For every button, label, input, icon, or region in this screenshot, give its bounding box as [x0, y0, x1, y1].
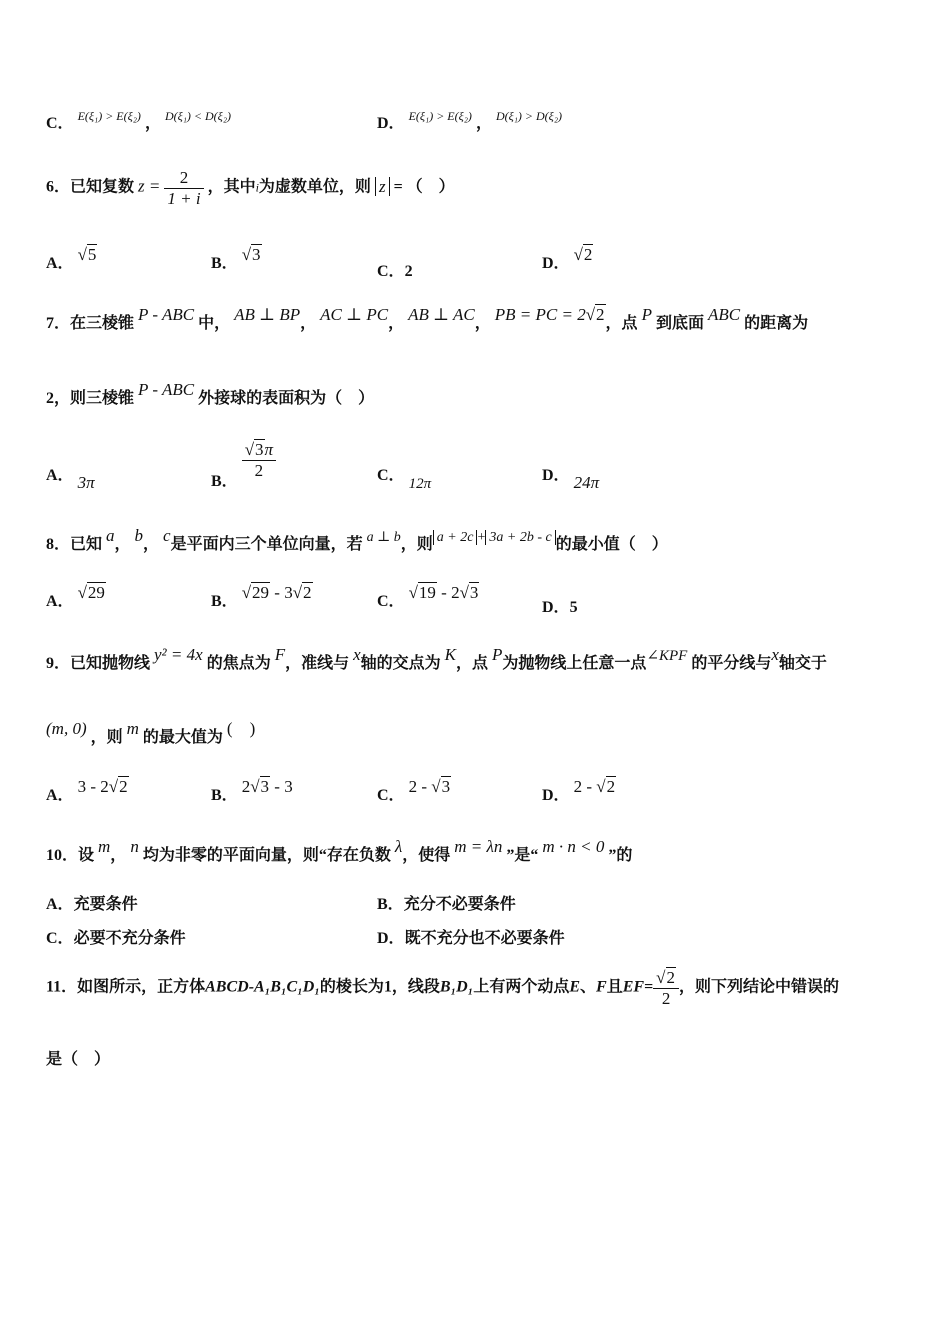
option-value: 12π — [408, 476, 432, 492]
q7-cond3: AB ⊥ AC — [408, 305, 475, 324]
q9-stem-line1 — [46, 645, 827, 673]
q6-prefix: 6．已知复数 — [46, 178, 135, 196]
q10-option-c — [46, 925, 186, 948]
option-label: A． — [46, 787, 74, 804]
q10-option-a — [46, 891, 138, 914]
text: 3 - 2 — [77, 777, 109, 796]
radicand: 2 — [303, 583, 312, 602]
option-text: 充分不必要条件 — [403, 896, 516, 913]
q8-vec-a: a — [106, 526, 115, 545]
fraction — [242, 440, 276, 480]
q7-option-a — [46, 462, 95, 492]
option-label: A． — [46, 255, 74, 272]
q5-c-expr2: D(ξ₁) < D(ξ₂) — [164, 109, 231, 123]
radicand: 19 — [418, 583, 436, 602]
q9-x: x — [353, 645, 361, 664]
option-label: B． — [211, 472, 238, 490]
q9-paren: ( ) — [226, 719, 256, 738]
q11-stem-line2 — [46, 1046, 110, 1069]
comma: ， — [144, 115, 161, 132]
comma: ， — [143, 536, 160, 553]
text: - 3 — [270, 777, 293, 796]
q9-focus: F — [274, 645, 286, 664]
q10-lambda: λ — [394, 837, 403, 856]
q7-option-b — [211, 440, 276, 490]
option-label: D． — [542, 599, 570, 616]
q8-stem — [46, 526, 668, 554]
plus: + — [477, 530, 486, 545]
sqrt: √19 — [408, 583, 436, 602]
text: 的最大值为 — [142, 729, 223, 746]
option-label: D． — [542, 255, 570, 272]
option-label: A． — [46, 467, 74, 484]
option-label: C． — [377, 263, 405, 280]
option-label: D． — [542, 467, 570, 484]
q9-point: (m, 0) — [46, 719, 87, 738]
q6-stem — [46, 168, 455, 208]
q7-option-d — [542, 462, 600, 492]
text: 2 — [241, 777, 251, 796]
option-text: 既不充分也不必要条件 — [404, 930, 565, 947]
option-label: D． — [377, 115, 405, 132]
text: 7．在三棱锥 — [46, 315, 135, 332]
q11-ef: EF= — [622, 978, 654, 996]
text: 11．如图所示，正方体 — [46, 978, 206, 996]
comma: ， — [114, 536, 131, 553]
sqrt: √29 — [241, 583, 270, 602]
text: 且 — [606, 978, 623, 996]
option-label: C． — [377, 593, 405, 610]
sqrt: √2 — [573, 245, 593, 264]
q6-option-a — [46, 245, 97, 273]
radicand: 29 — [252, 583, 270, 602]
comma: ， — [475, 115, 492, 132]
text: ”是“ — [506, 847, 539, 864]
q11-e: E — [569, 978, 580, 996]
q8-abs2: 3a + 2b - c — [485, 530, 555, 545]
text: 、 — [580, 978, 597, 996]
text: 是（ ） — [46, 1051, 111, 1068]
q10-ineq: m · n < 0 — [542, 837, 605, 856]
text: 的焦点为 — [206, 655, 271, 672]
q11-segment: B₁D₁ — [439, 978, 474, 996]
sqrt: √3 — [250, 777, 270, 796]
fraction-denominator: 1 + i — [167, 188, 201, 208]
q5-d-expr2: D(ξ₁) > D(ξ₂) — [495, 109, 562, 123]
text: 9．已知抛物线 — [46, 655, 151, 672]
radicand: 2 — [596, 305, 605, 324]
q5-c-expr1: E(ξ₁) > E(ξ₂) — [77, 109, 141, 123]
q10-option-b — [377, 891, 516, 914]
radicand: 5 — [87, 245, 97, 264]
q7-stem-line2 — [46, 380, 375, 408]
sqrt: √29 — [77, 583, 105, 602]
text: ，则下列结论中错误的 — [679, 978, 840, 996]
sqrt: √2 — [292, 583, 312, 602]
option-label: B． — [211, 255, 238, 272]
q9-p: P — [492, 645, 503, 664]
q10-option-d — [377, 925, 565, 948]
option-value: 3π — [77, 473, 95, 492]
radicand: 3 — [252, 245, 261, 264]
q11-stem-line1 — [46, 968, 839, 1008]
text: ，使得 — [402, 847, 451, 864]
text: 外接球的表面积为（ ） — [198, 390, 375, 407]
sqrt: √3 — [241, 245, 261, 264]
radicand: 3 — [260, 777, 270, 796]
q7-pabc: P - ABC — [138, 305, 195, 324]
q8-vec-b: b — [134, 526, 144, 545]
option-value: 5 — [569, 599, 578, 616]
q6-fraction — [164, 168, 203, 208]
fraction-numerator: 2 — [164, 168, 203, 189]
q7-pabc: P - ABC — [138, 380, 195, 399]
option-label: D． — [377, 930, 405, 947]
text: 为抛物线上任意一点 — [502, 655, 647, 672]
option-label: C． — [46, 930, 74, 947]
pi: π — [264, 440, 274, 459]
text: 2，则三棱锥 — [46, 390, 135, 407]
sqrt: √2 — [596, 777, 616, 796]
sqrt: √5 — [77, 245, 97, 264]
text: 上有两个动点 — [473, 978, 570, 996]
q11-f: F — [596, 978, 607, 996]
option-label: B． — [377, 896, 404, 913]
text: 轴交于 — [778, 655, 827, 672]
option-label: C． — [377, 467, 405, 484]
text: ”的 — [608, 847, 633, 864]
fraction — [653, 968, 679, 1008]
q5-option-d — [377, 110, 562, 133]
q6-mid: ，其中 — [207, 178, 256, 196]
q8-vec-c: c — [163, 526, 171, 545]
radicand: 3 — [441, 777, 451, 796]
q8-option-b — [211, 583, 313, 611]
q7-cond4 — [495, 305, 606, 324]
option-text: 必要不充分条件 — [73, 930, 186, 947]
text: 10．设 — [46, 847, 95, 864]
q6-abs-z: z — [375, 177, 390, 196]
fraction-denominator: 2 — [661, 988, 671, 1008]
q7-option-c — [377, 462, 432, 492]
q6-z-eq: z = — [138, 176, 161, 196]
q11-cube: ABCD-A₁B₁C₁D₁ — [205, 978, 320, 996]
q7-point-p: P — [641, 305, 652, 324]
q6-tail: = （ ） — [393, 178, 455, 196]
text: - 3 — [270, 583, 293, 602]
q9-option-b — [211, 777, 293, 805]
sqrt: √3 — [431, 777, 451, 796]
q8-option-a — [46, 583, 106, 611]
q6-option-d — [542, 245, 593, 273]
text: 的最小值（ ） — [555, 536, 668, 553]
text: ，点 — [605, 315, 638, 332]
text: 2 - — [573, 777, 597, 796]
option-text: 充要条件 — [73, 896, 138, 913]
q7-cond1: AB ⊥ BP — [234, 305, 301, 324]
q9-option-c — [377, 777, 451, 805]
text: ，准线与 — [285, 655, 350, 672]
radicand: 2 — [583, 245, 593, 264]
text: 是平面内三个单位向量，若 — [170, 536, 363, 553]
q6-option-b — [211, 245, 262, 273]
q7-stem-line1 — [46, 305, 809, 333]
q6-option-c — [377, 258, 413, 281]
q9-stem-line2 — [46, 719, 256, 747]
q7-cond4-text: PB = PC = 2 — [494, 305, 586, 324]
radicand: 2 — [666, 968, 676, 987]
option-label: B． — [211, 593, 238, 610]
fraction-denominator: 2 — [254, 460, 264, 480]
sqrt: √2 — [108, 777, 128, 796]
radicand: 2 — [606, 777, 616, 796]
q6-mid2: 为虚数单位，则 — [258, 178, 371, 196]
q5-option-c — [46, 110, 231, 133]
q10-eq: m = λn — [454, 837, 503, 856]
q10-stem — [46, 837, 633, 865]
text: ，则 — [400, 536, 433, 553]
text: ，点 — [456, 655, 489, 672]
sqrt: √3 — [244, 440, 264, 459]
q7-cond2: AC ⊥ PC — [320, 305, 389, 324]
radicand: 29 — [87, 583, 105, 602]
q9-m: m — [126, 719, 139, 738]
comma: ， — [388, 315, 405, 332]
option-label: A． — [46, 896, 74, 913]
radicand: 3 — [255, 440, 264, 459]
q9-x: x — [771, 645, 779, 664]
q10-n: n — [130, 837, 139, 856]
radicand: 2 — [119, 777, 128, 796]
radicand: 3 — [469, 583, 479, 602]
sqrt: √2 — [585, 305, 605, 324]
text: 到底面 — [655, 315, 704, 332]
q9-angle: ∠KPF — [646, 648, 688, 664]
q8-option-c — [377, 583, 479, 611]
option-value: 2 — [404, 263, 413, 280]
q6-i-symbol: i — [255, 180, 259, 195]
q8-perp: a ⊥ b — [366, 530, 401, 545]
sqrt: √3 — [459, 583, 479, 602]
option-label: B． — [211, 787, 238, 804]
text: 的棱长为1，线段 — [319, 978, 440, 996]
option-value: 24π — [573, 473, 600, 492]
option-label: D． — [542, 787, 570, 804]
option-label: A． — [46, 593, 74, 610]
q5-d-expr1: E(ξ₁) > E(ξ₂) — [408, 109, 472, 123]
comma: ， — [110, 847, 127, 864]
q9-equation: y² = 4x — [154, 645, 203, 664]
option-label: C． — [46, 115, 74, 132]
text: 轴的交点为 — [360, 655, 441, 672]
text: ，则 — [90, 729, 123, 746]
q7-abc: ABC — [707, 305, 741, 324]
text: - 2 — [436, 583, 460, 602]
q8-abs1: a + 2c — [433, 530, 478, 545]
sqrt: √2 — [656, 968, 676, 987]
q9-option-a — [46, 777, 129, 805]
text: 的距离为 — [744, 315, 809, 332]
q9-k: K — [444, 645, 457, 664]
text: 2 - — [408, 777, 432, 796]
q10-m: m — [98, 837, 111, 856]
q9-option-d — [542, 777, 616, 805]
q8-option-d — [542, 594, 578, 617]
comma: ， — [474, 315, 491, 332]
comma: ， — [300, 315, 317, 332]
option-label: C． — [377, 787, 405, 804]
text: 均为非零的平面向量，则“存在负数 — [142, 847, 391, 864]
text: 的平分线与 — [691, 655, 772, 672]
text: 8．已知 — [46, 536, 103, 553]
text: 中， — [198, 315, 231, 332]
